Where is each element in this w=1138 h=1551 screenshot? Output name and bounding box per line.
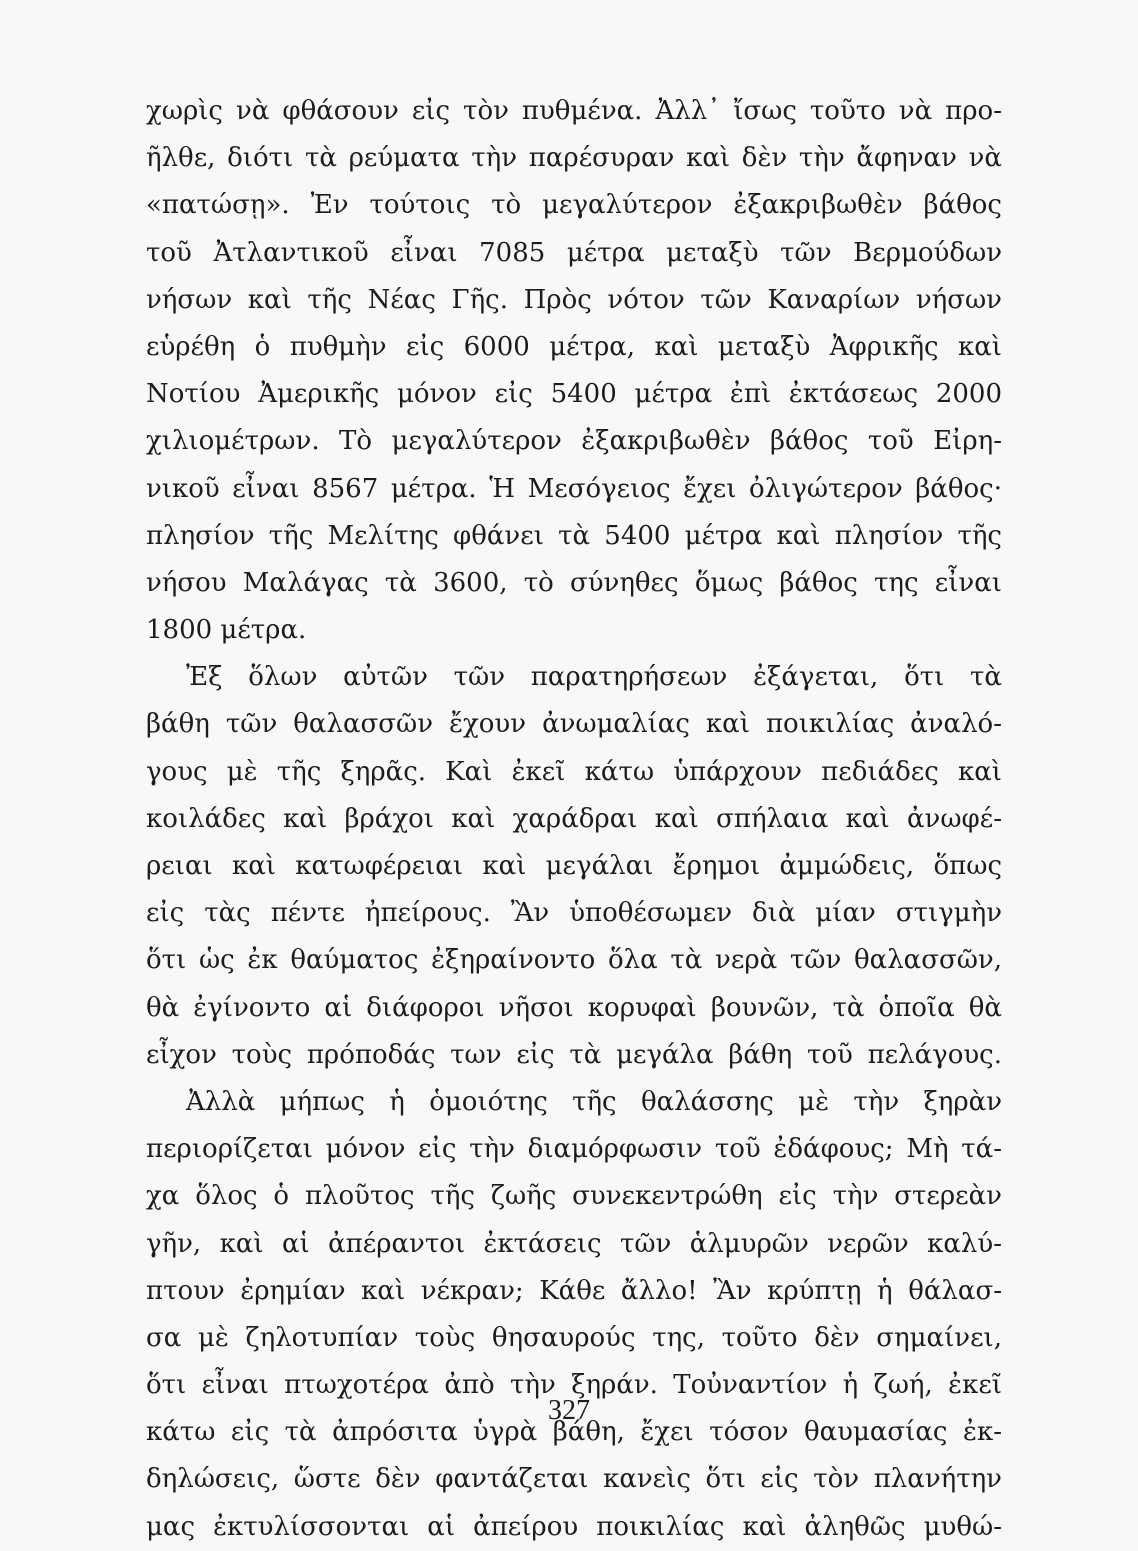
text-line-18: εἰς τὰς πέντε ἠπείρους. Ἂν ὑποθέσωμεν διὰ μίαν στιγμὴν: [146, 898, 1002, 929]
text-line-3: «πατώσῃ». Ἐν τούτοις τὸ μεγαλύτερον ἐξακριβωθὲν βάθος: [146, 190, 1002, 221]
text-line-11: νήσου Μαλάγας τὰ 3600, τὸ σύνηθες ὅμως βάθος της εἶναι: [146, 567, 1002, 598]
text-line-14: βάθη τῶν θαλασσῶν ἔχουν ἀνωμαλίας καὶ ποικιλίας ἀναλό-: [146, 709, 1002, 740]
text-line-13: Ἐξ ὅλων αὐτῶν τῶν παρατηρήσεων ἐξάγεται, ὅτι τὰ: [186, 662, 1002, 693]
text-line-21: εἶχον τοὺς πρόποδάς των εἰς τὰ μεγάλα βάθη τοῦ πελάγους.: [146, 1039, 1002, 1070]
text-line-27: σα μὲ ζηλοτυπίαν τοὺς θησαυρούς της, τοῦτο δὲν σημαίνει,: [146, 1322, 1002, 1353]
text-line-12: 1800 μέτρα.: [146, 615, 307, 646]
text-line-22: Ἀλλὰ μήπως ἡ ὁμοιότης τῆς θαλάσσης μὲ τὴν ξηρὰν: [186, 1086, 1002, 1117]
text-line-23: περιορίζεται μόνον εἰς τὴν διαμόρφωσιν τοῦ ἐδάφους; Μὴ τά-: [146, 1134, 1002, 1165]
text-line-30: δηλώσεις, ὥστε δὲν φαντάζεται κανεὶς ὅτι εἰς τὸν πλανήτην: [146, 1464, 1002, 1495]
text-line-26: πτουν ἐρημίαν καὶ νέκραν; Κάθε ἄλλο! Ἂν κρύπτῃ ἡ θάλασ-: [146, 1275, 1002, 1306]
text-line-17: ρειαι καὶ κατωφέρειαι καὶ μεγάλαι ἔρημοι ἀμμώδεις, ὅπως: [146, 851, 1002, 881]
text-line-2: ῆλθε, διότι τὰ ρεύματα τὴν παρέσυραν καὶ δὲν τὴν ἄφηναν νὰ: [146, 143, 1002, 174]
text-line-8: χιλιομέτρων. Τὸ μεγαλύτερον ἐξακριβωθὲν βάθος τοῦ Εἰρη-: [146, 426, 1002, 457]
text-line-5: νήσων καὶ τῆς Νέας Γῆς. Πρὸς νότον τῶν Καναρίων νήσων: [146, 284, 1002, 315]
text-line-28: ὅτι εἶναι πτωχοτέρα ἀπὸ τὴν ξηράν. Τοὐναντίον ἡ ζωή, ἐκεῖ: [146, 1370, 1002, 1401]
text-line-31: μας ἐκτυλίσσονται αἱ ἀπείρου ποικιλίας καὶ ἀληθῶς μυθώ-: [146, 1511, 1002, 1542]
text-line-1: χωρὶς νὰ φθάσουν εἰς τὸν πυθμένα. Ἀλλ᾽ ἴσως τοῦτο νὰ προ-: [146, 96, 1002, 126]
text-line-20: θὰ ἐγίνοντο αἱ διάφοροι νῆσοι κορυφαὶ βουνῶν, τὰ ὁποῖα θὰ: [146, 992, 1002, 1023]
text-line-15: γους μὲ τῆς ξηρᾶς. Καὶ ἐκεῖ κάτω ὑπάρχουν πεδιάδες καὶ: [146, 756, 1002, 787]
text-line-6: εὑρέθη ὁ πυθμὴν εἰς 6000 μέτρα, καὶ μεταξὺ Ἀφρικῆς καὶ: [146, 331, 1002, 362]
body-text: [146, 88, 1002, 1551]
text-line-9: νικοῦ εἶναι 8567 μέτρα. Ἡ Μεσόγειος ἔχει ὀλιγώτερον βάθος·: [146, 473, 1002, 504]
text-line-10: πλησίον τῆς Μελίτης φθάνει τὰ 5400 μέτρα καὶ πλησίον τῆς: [146, 520, 1002, 551]
text-line-24: χα ὅλος ὁ πλοῦτος τῆς ζωῆς συνεκεντρώθη εἰς τὴν στερεὰν: [146, 1181, 1002, 1212]
text-line-29: κάτω εἰς τὰ ἀπρόσιτα ὑγρὰ βάθη, ἔχει τόσον θαυμασίας ἐκ-: [146, 1417, 1002, 1448]
text-line-25: γῆν, καὶ αἱ ἀπέραντοι ἐκτάσεις τῶν ἁλμυρῶν νερῶν καλύ-: [146, 1228, 1002, 1259]
text-line-7: Νοτίου Ἀμερικῆς μόνον εἰς 5400 μέτρα ἐπὶ ἐκτάσεως 2000: [146, 379, 1002, 410]
text-line-19: ὅτι ὡς ἐκ θαύματος ἐξηραίνοντο ὅλα τὰ νερὰ τῶν θαλασσῶν,: [146, 945, 1002, 976]
page-number: 327: [548, 1395, 590, 1426]
text-line-4: τοῦ Ἀτλαντικοῦ εἶναι 7085 μέτρα μεταξὺ τῶν Βερμούδων: [146, 237, 1002, 268]
text-line-16: κοιλάδες καὶ βράχοι καὶ χαράδραι καὶ σπήλαια καὶ ἀνωφέ-: [146, 803, 1002, 834]
